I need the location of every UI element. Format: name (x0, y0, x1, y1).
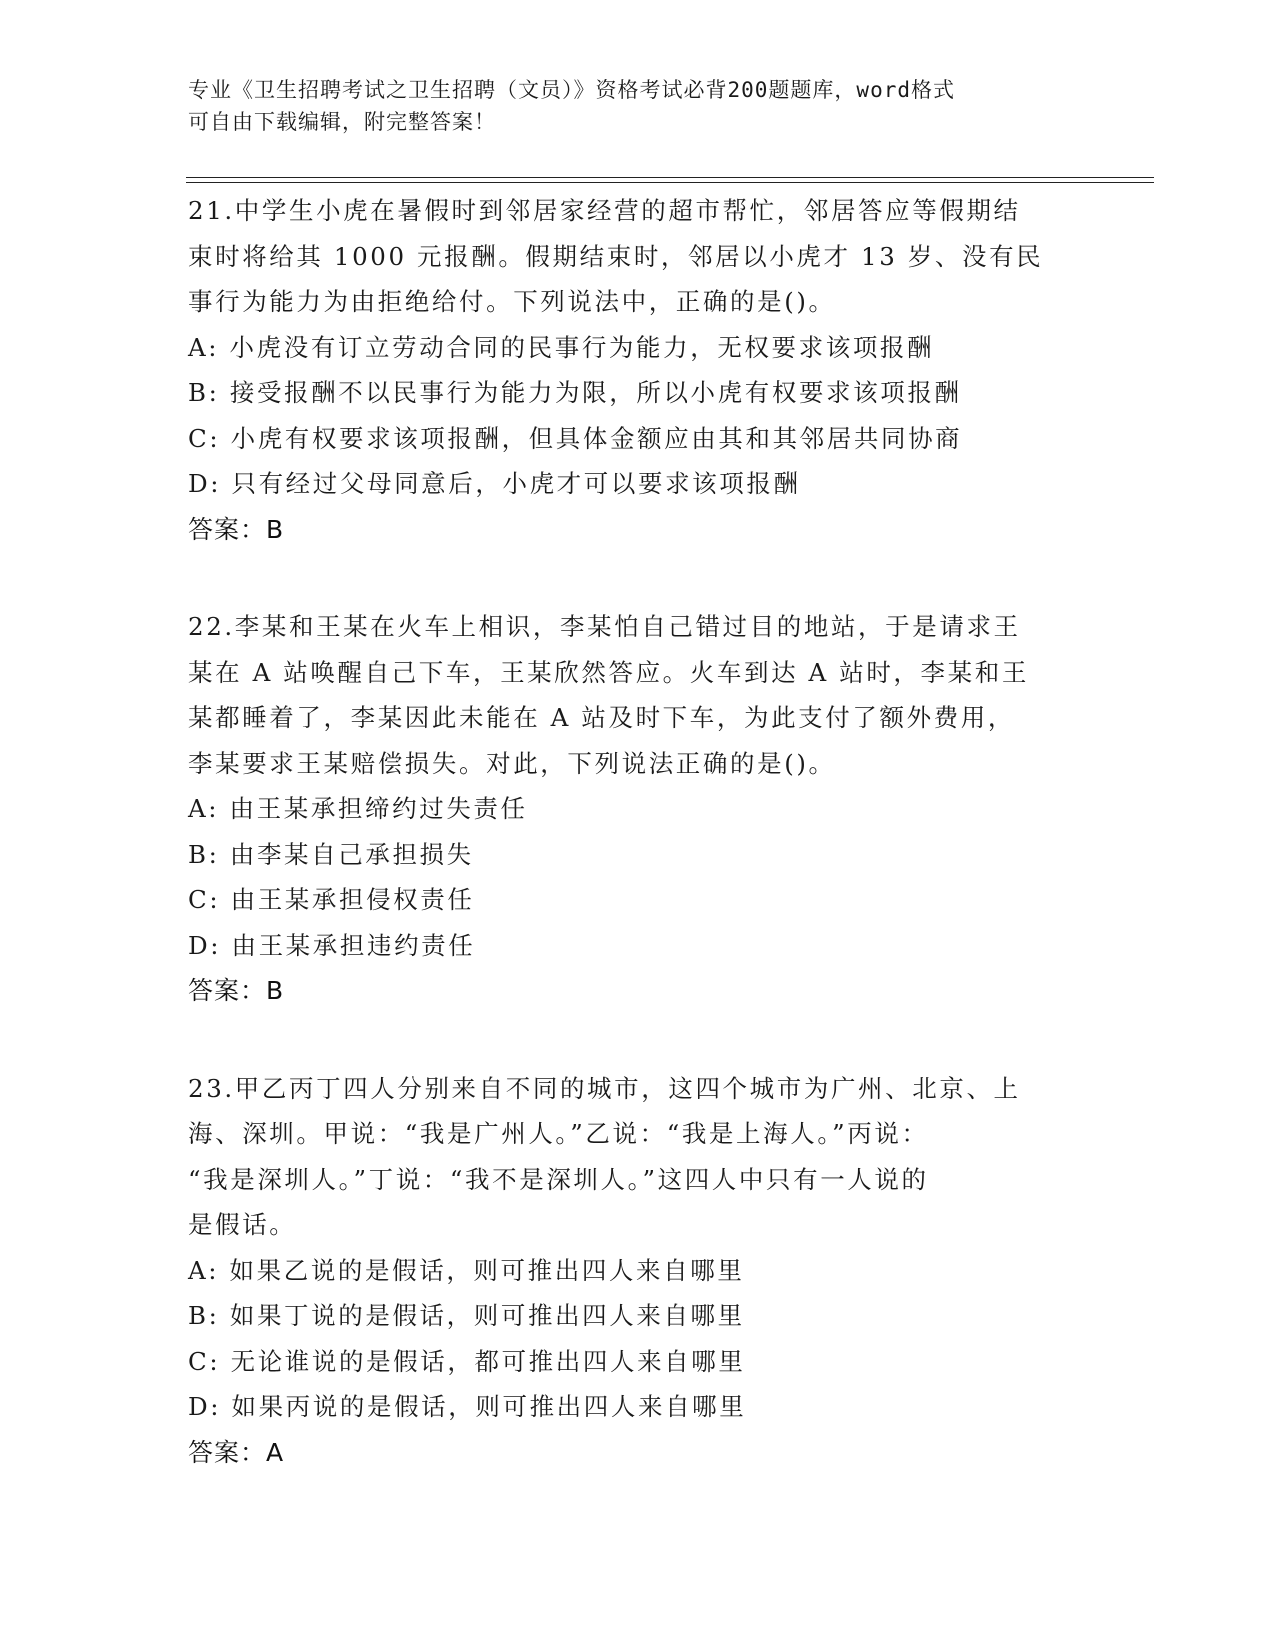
question-23 (188, 1066, 1088, 1476)
question-text-line: 海、深圳。甲说：“我是广州人。”乙说：“我是上海人。”丙说： (188, 1119, 929, 1148)
option-d: D: 由王某承担违约责任 (188, 930, 476, 960)
question-text-line: 是假话。 (188, 1210, 297, 1239)
question-text-line: 束时将给其 1000 元报酬。假期结束时，邻居以小虎才 13 岁、没有民 (188, 241, 1044, 271)
question-text-line: 某在 A 站唤醒自己下车，王某欣然答应。火车到达 A 站时，李某和王 (188, 657, 1029, 687)
question-text-line: 21.中学生小虎在暑假时到邻居家经营的超市帮忙，邻居答应等假期结 (188, 196, 1021, 225)
header-divider-top (186, 177, 1154, 178)
question-text-line: 事行为能力为由拒绝给付。下列说法中，正确的是()。 (188, 287, 836, 316)
option-d: D: 只有经过父母同意后，小虎才可以要求该项报酬 (188, 469, 801, 498)
question-22 (188, 604, 1088, 1014)
option-c: C: 无论谁说的是假话，都可推出四人来自哪里 (188, 1346, 746, 1376)
question-text-line: 23.甲乙丙丁四人分别来自不同的城市，这四个城市为广州、北京、上 (188, 1073, 1021, 1103)
option-c: C: 小虎有权要求该项报酬，但具体金额应由其和其邻居共同协商 (188, 423, 963, 453)
question-text-line: 李某要求王某赔偿损失。对此，下列说法正确的是()。 (188, 748, 836, 778)
question-21 (188, 188, 1088, 552)
question-list (188, 188, 1088, 1527)
answer-label: 答案：A (188, 1437, 285, 1467)
option-a: A: 小虎没有订立劳动合同的民事行为能力，无权要求该项报酬 (188, 332, 935, 362)
question-text-line: 22.李某和王某在火车上相识，李某怕自己错过目的地站，于是请求王 (188, 612, 1021, 641)
header-divider-bottom (186, 182, 1154, 183)
question-text-line: “我是深圳人。”丁说：“我不是深圳人。”这四人中只有一人说的 (188, 1164, 929, 1194)
option-b: B: 由李某自己承担损失 (188, 839, 474, 869)
question-text-line: 某都睡着了，李某因此未能在 A 站及时下车，为此支付了额外费用， (188, 703, 1015, 732)
header-title-line-1: 专业《卫生招聘考试之卫生招聘（文员）》资格考试必背200题题库，word格式 (188, 78, 955, 102)
option-c: C: 由王某承担侵权责任 (188, 885, 475, 914)
option-a: A: 由王某承担缔约过失责任 (188, 794, 528, 823)
document-header (188, 74, 1088, 138)
option-d: D: 如果丙说的是假话，则可推出四人来自哪里 (188, 1392, 747, 1421)
header-title-line-2: 可自由下载编辑，附完整答案！ (188, 110, 496, 134)
option-b: B: 如果丁说的是假话，则可推出四人来自哪里 (188, 1301, 745, 1330)
answer-label: 答案：B (188, 514, 285, 544)
option-a: A: 如果乙说的是假话，则可推出四人来自哪里 (188, 1255, 745, 1285)
option-b: B: 接受报酬不以民事行为能力为限，所以小虎有权要求该项报酬 (188, 378, 962, 407)
answer-label: 答案：B (188, 976, 285, 1005)
